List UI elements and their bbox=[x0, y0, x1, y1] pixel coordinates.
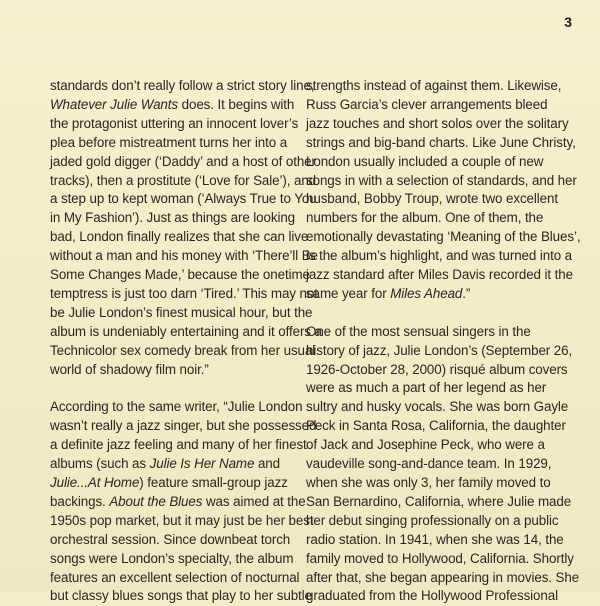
text-run: world of shadowy film noir.” bbox=[50, 361, 209, 377]
text-line bbox=[50, 512, 312, 531]
text-run: husband, Bobby Troup, wrote two excellent bbox=[306, 191, 558, 207]
text-line bbox=[306, 398, 576, 417]
text-line bbox=[306, 134, 576, 153]
text-run: strings and big-band charts. Like June Christy, bbox=[306, 134, 576, 150]
text-line bbox=[306, 115, 576, 134]
text-run: 1950s pop market, but it may just be her best bbox=[50, 512, 314, 528]
text-run: of Jack and Josephine Peck, who were a bbox=[306, 437, 545, 453]
text-line bbox=[50, 493, 312, 512]
text-line bbox=[306, 436, 576, 455]
text-line bbox=[50, 531, 312, 550]
text-run: a step up to kept woman (‘Always True to You bbox=[50, 191, 317, 207]
text-line bbox=[306, 247, 576, 266]
text-line bbox=[306, 361, 576, 380]
text-run: without a man and his money with ‘There’ll Be bbox=[50, 248, 318, 264]
text-line bbox=[50, 172, 317, 191]
text-line bbox=[50, 134, 312, 153]
text-run: jazz standard after Miles Davis recorded it the bbox=[306, 267, 573, 283]
text-run: standards don’t really follow a strict story line, bbox=[50, 78, 315, 93]
text-run: radio station. In 1941, when she was 14, the bbox=[306, 531, 564, 547]
text-run: plea before mistreatment turns her into a bbox=[50, 134, 288, 150]
text-run: tracks), then a prostitute (‘Love for Sale’), and bbox=[50, 172, 317, 188]
text-run: Russ Garcia’s clever arrangements bleed bbox=[306, 96, 548, 112]
text-line bbox=[306, 153, 576, 172]
text-run: and bbox=[254, 456, 281, 472]
text-run: London usually included a couple of new bbox=[306, 153, 544, 169]
text-line bbox=[50, 77, 315, 96]
text-line bbox=[50, 228, 312, 247]
text-run: emotionally devastating ‘Meaning of the Blues’, bbox=[306, 229, 581, 245]
text-line bbox=[306, 569, 580, 588]
text-line bbox=[50, 455, 312, 474]
italic-title: Julie...At Home bbox=[50, 475, 140, 491]
text-run: was aimed at the bbox=[202, 493, 306, 509]
text-run: family moved to Hollywood, California. Shortly bbox=[306, 550, 574, 566]
text-line bbox=[306, 266, 576, 285]
text-run: same year for bbox=[306, 285, 391, 301]
text-line bbox=[306, 379, 576, 398]
text-line bbox=[306, 493, 576, 512]
text-line bbox=[306, 172, 576, 191]
text-line bbox=[306, 531, 576, 550]
text-run: but classy blues songs that play to her subtle bbox=[50, 588, 312, 604]
text-line bbox=[50, 266, 312, 285]
text-run: graduated from the Hollywood Professional bbox=[306, 588, 558, 604]
italic-title: Whatever Julie Wants bbox=[50, 96, 178, 112]
text-run: San Bernardino, California, where Julie made bbox=[306, 493, 572, 509]
text-run: strengths instead of against them. Likewise, bbox=[306, 78, 562, 93]
text-run: Technicolor sex comedy break from her usual bbox=[50, 342, 316, 358]
italic-title: Miles Ahead bbox=[390, 285, 463, 301]
text-run: Some Changes Made,’ because the onetime bbox=[50, 267, 310, 283]
text-run: history of jazz, Julie London’s (September 26, bbox=[306, 342, 573, 358]
text-run: albums (such as bbox=[50, 456, 150, 472]
right-column bbox=[306, 77, 581, 606]
text-run: backings. bbox=[50, 493, 110, 509]
text-run: jazz touches and short solos over the solitary bbox=[306, 115, 569, 131]
page-number: 3 bbox=[564, 14, 572, 30]
text-run: numbers for the album. One of them, the bbox=[306, 210, 544, 226]
text-run: jaded gold digger (‘Daddy’ and a host of other bbox=[50, 153, 316, 169]
text-run: One of the most sensual singers in the bbox=[306, 323, 531, 339]
text-line bbox=[50, 190, 317, 209]
text-line bbox=[50, 587, 312, 606]
text-run: Peck in Santa Rosa, California, the daughter bbox=[306, 418, 566, 434]
text-line bbox=[50, 342, 316, 361]
text-run: when she was only 3, her family moved to bbox=[306, 475, 551, 491]
paragraph-gap bbox=[306, 304, 576, 323]
text-run: does. It begins with bbox=[178, 96, 295, 112]
text-run: a definite jazz feeling and many of her finest bbox=[50, 437, 307, 453]
italic-title: Julie Is Her Name bbox=[149, 456, 255, 472]
text-line bbox=[50, 417, 317, 436]
text-run: the protagonist uttering an innocent lover’s bbox=[50, 115, 299, 131]
text-run: her debut singing professionally on a public bbox=[306, 512, 559, 528]
text-run: ) feature small-group jazz bbox=[139, 475, 288, 491]
text-run: wasn’t really a jazz singer, but she possessed bbox=[50, 418, 317, 434]
text-run: were as much a part of her legend as her bbox=[306, 380, 547, 396]
text-line bbox=[50, 153, 316, 172]
text-run: vaudeville song-and-dance team. In 1929, bbox=[306, 456, 552, 472]
text-run: in My Fashion’). Just as things are looking bbox=[50, 210, 296, 226]
text-run: be Julie London’s finest musical hour, but the bbox=[50, 304, 313, 320]
paragraph-gap bbox=[50, 380, 312, 399]
text-line bbox=[50, 361, 312, 380]
text-line bbox=[50, 569, 312, 588]
text-line bbox=[50, 247, 318, 266]
text-line bbox=[306, 587, 576, 606]
text-line bbox=[50, 304, 312, 323]
text-run: orchestral session. Since downbeat torch bbox=[50, 531, 291, 547]
text-line bbox=[50, 285, 318, 304]
text-run: songs in with a selection of standards, and her bbox=[306, 172, 577, 188]
text-run: after that, she began appearing in movies. She bbox=[306, 569, 580, 585]
text-line bbox=[306, 417, 576, 436]
text-line bbox=[306, 512, 576, 531]
text-run: 1926-October 28, 2000) risqué album covers bbox=[306, 361, 568, 377]
text-run: features an excellent selection of nocturnal bbox=[50, 569, 300, 585]
text-line bbox=[50, 436, 312, 455]
text-line bbox=[50, 323, 322, 342]
text-line bbox=[306, 342, 576, 361]
text-line bbox=[50, 96, 312, 115]
text-line bbox=[306, 550, 576, 569]
text-line bbox=[50, 209, 312, 228]
text-line bbox=[50, 474, 312, 493]
text-line bbox=[50, 398, 312, 417]
text-line bbox=[50, 115, 312, 134]
text-line bbox=[306, 474, 576, 493]
left-column bbox=[50, 77, 322, 606]
text-line bbox=[50, 550, 312, 569]
text-line bbox=[306, 323, 576, 342]
text-line bbox=[306, 77, 576, 96]
text-line bbox=[306, 209, 576, 228]
text-run: According to the same writer, “Julie London bbox=[50, 399, 303, 415]
text-run: album is undeniably entertaining and it offers a bbox=[50, 323, 322, 339]
text-line bbox=[306, 455, 576, 474]
text-line bbox=[306, 285, 576, 304]
text-line bbox=[306, 190, 576, 209]
text-run: sultry and husky vocals. She was born Gayle bbox=[306, 399, 569, 415]
text-run: is the album’s highlight, and was turned into a bbox=[306, 248, 573, 264]
italic-title: About the Blues bbox=[109, 493, 203, 509]
text-run: songs were London’s specialty, the album bbox=[50, 550, 294, 566]
text-run: .” bbox=[462, 285, 471, 301]
text-line bbox=[306, 96, 576, 115]
text-run: bad, London finally realizes that she can live bbox=[50, 229, 309, 245]
text-line bbox=[306, 228, 581, 247]
text-run: temptress is just too darn ‘Tired.’ This may not bbox=[50, 285, 318, 301]
